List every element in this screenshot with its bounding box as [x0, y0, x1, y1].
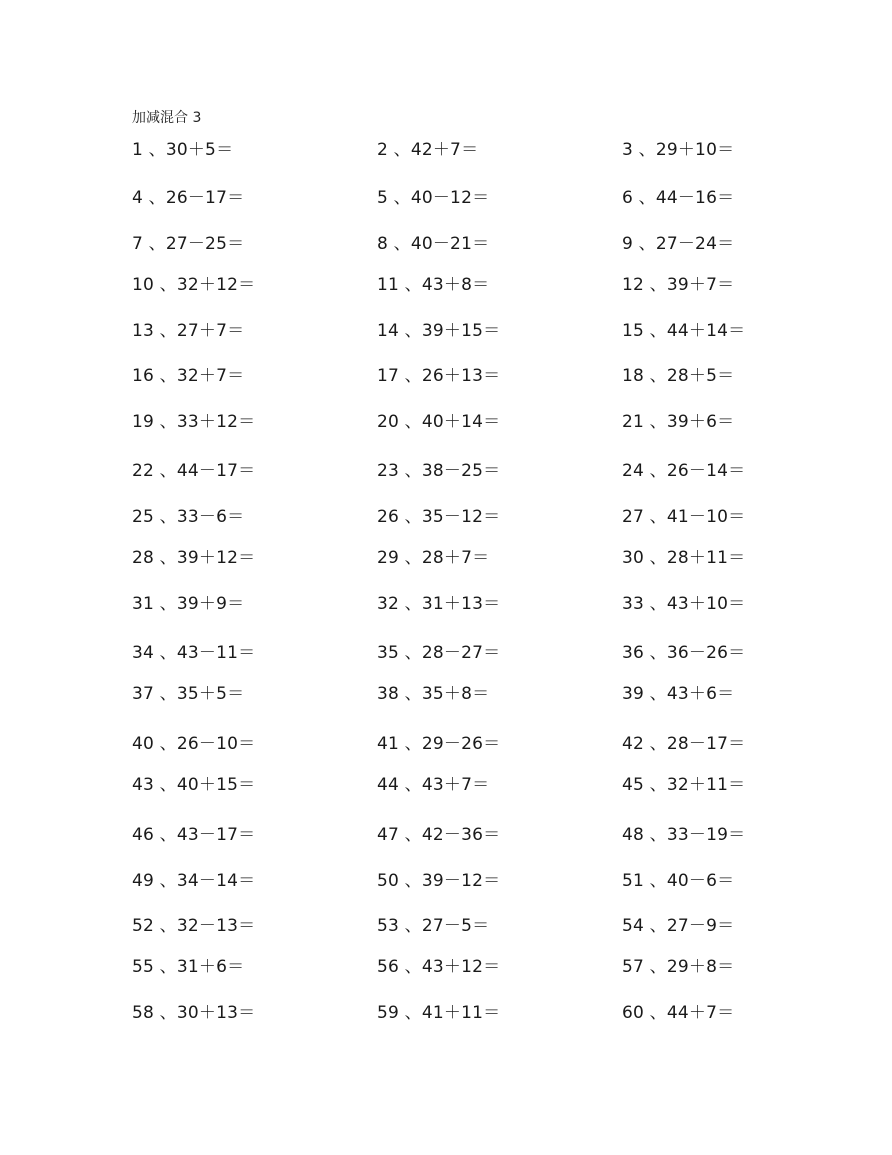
problem-item: 14 、39＋15＝ [377, 321, 501, 341]
problem-item: 28 、39＋12＝ [132, 548, 256, 568]
problem-item: 19 、33＋12＝ [132, 412, 256, 432]
problem-item: 56 、43＋12＝ [377, 957, 501, 977]
problem-item: 16 、32＋7＝ [132, 366, 245, 386]
problem-row [0, 823, 892, 851]
problem-item: 24 、26－14＝ [622, 461, 746, 481]
problem-row [0, 186, 892, 214]
problem-row [0, 773, 892, 801]
problem-item: 58 、30＋13＝ [132, 1003, 256, 1023]
problem-row [0, 592, 892, 620]
problem-item: 31 、39＋9＝ [132, 594, 245, 614]
problem-item: 18 、28＋5＝ [622, 366, 735, 386]
problem-item: 27 、41－10＝ [622, 507, 746, 527]
problem-item: 37 、35＋5＝ [132, 684, 245, 704]
problem-item: 17 、26＋13＝ [377, 366, 501, 386]
problem-item: 45 、32＋11＝ [622, 775, 746, 795]
problem-item: 13 、27＋7＝ [132, 321, 245, 341]
problem-item: 43 、40＋15＝ [132, 775, 256, 795]
problem-item: 53 、27－5＝ [377, 916, 490, 936]
problem-row [0, 641, 892, 669]
problem-item: 30 、28＋11＝ [622, 548, 746, 568]
problem-item: 48 、33－19＝ [622, 825, 746, 845]
problem-row [0, 914, 892, 942]
problem-row [0, 364, 892, 392]
problem-item: 33 、43＋10＝ [622, 594, 746, 614]
problem-row [0, 955, 892, 983]
problem-item: 54 、27－9＝ [622, 916, 735, 936]
problem-row [0, 505, 892, 533]
problem-item: 44 、43＋7＝ [377, 775, 490, 795]
worksheet-title: 加减混合 3 [132, 110, 202, 126]
problem-item: 49 、34－14＝ [132, 871, 256, 891]
problem-item: 57 、29＋8＝ [622, 957, 735, 977]
problem-item: 46 、43－17＝ [132, 825, 256, 845]
problem-item: 12 、39＋7＝ [622, 275, 735, 295]
problem-item: 4 、26－17＝ [132, 188, 245, 208]
problem-row [0, 732, 892, 760]
problem-item: 35 、28－27＝ [377, 643, 501, 663]
problem-item: 3 、29＋10＝ [622, 140, 735, 160]
problem-row [0, 319, 892, 347]
problem-item: 1 、30＋5＝ [132, 140, 234, 160]
problem-item: 7 、27－25＝ [132, 234, 245, 254]
problem-row [0, 273, 892, 301]
problem-item: 34 、43－11＝ [132, 643, 256, 663]
problem-item: 23 、38－25＝ [377, 461, 501, 481]
problem-item: 10 、32＋12＝ [132, 275, 256, 295]
problem-row [0, 410, 892, 438]
problem-row [0, 1001, 892, 1029]
problem-item: 41 、29－26＝ [377, 734, 501, 754]
problem-item: 42 、28－17＝ [622, 734, 746, 754]
problem-row [0, 232, 892, 260]
problem-row [0, 546, 892, 574]
problem-item: 21 、39＋6＝ [622, 412, 735, 432]
problem-row [0, 682, 892, 710]
problem-item: 50 、39－12＝ [377, 871, 501, 891]
problem-item: 9 、27－24＝ [622, 234, 735, 254]
problem-item: 26 、35－12＝ [377, 507, 501, 527]
problem-item: 40 、26－10＝ [132, 734, 256, 754]
problem-item: 36 、36－26＝ [622, 643, 746, 663]
problem-item: 38 、35＋8＝ [377, 684, 490, 704]
problem-item: 6 、44－16＝ [622, 188, 735, 208]
problem-item: 22 、44－17＝ [132, 461, 256, 481]
problem-item: 39 、43＋6＝ [622, 684, 735, 704]
problem-item: 60 、44＋7＝ [622, 1003, 735, 1023]
problem-item: 47 、42－36＝ [377, 825, 501, 845]
problem-item: 15 、44＋14＝ [622, 321, 746, 341]
problem-item: 11 、43＋8＝ [377, 275, 490, 295]
problem-item: 29 、28＋7＝ [377, 548, 490, 568]
problem-row [0, 138, 892, 166]
problem-item: 2 、42＋7＝ [377, 140, 479, 160]
problem-item: 8 、40－21＝ [377, 234, 490, 254]
problem-item: 20 、40＋14＝ [377, 412, 501, 432]
problem-item: 59 、41＋11＝ [377, 1003, 501, 1023]
problem-row [0, 869, 892, 897]
problem-row [0, 459, 892, 487]
problem-item: 51 、40－6＝ [622, 871, 735, 891]
problem-item: 32 、31＋13＝ [377, 594, 501, 614]
problem-item: 55 、31＋6＝ [132, 957, 245, 977]
problem-item: 5 、40－12＝ [377, 188, 490, 208]
problem-item: 52 、32－13＝ [132, 916, 256, 936]
problem-item: 25 、33－6＝ [132, 507, 245, 527]
